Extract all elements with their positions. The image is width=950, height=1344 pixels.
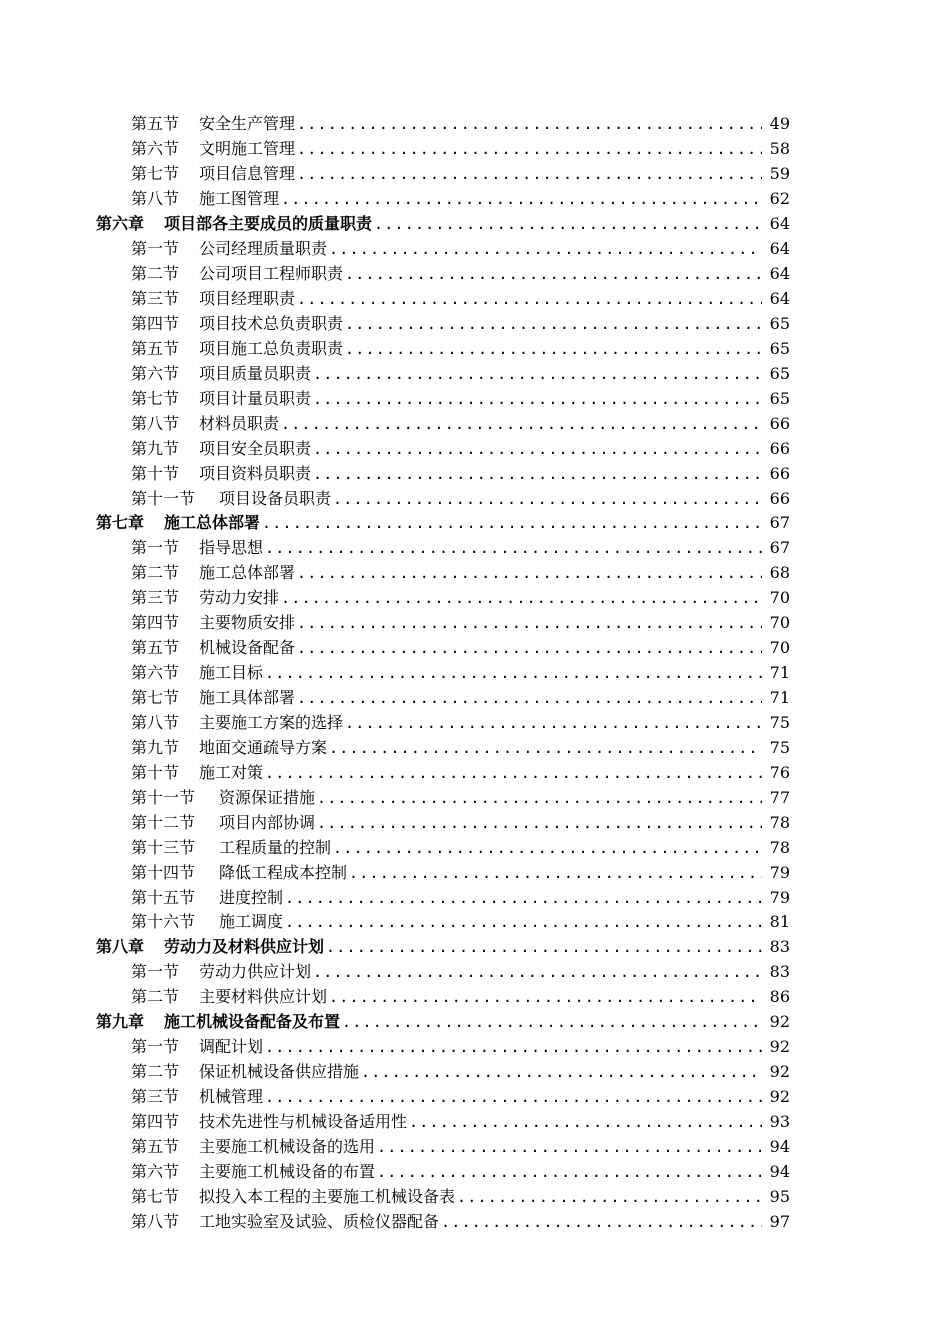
toc-section-entry[interactable] (0, 711, 950, 736)
toc-section-entry[interactable] (0, 1085, 950, 1110)
toc-entry-title: 调配计划 (199, 1037, 264, 1057)
toc-entry-title: 主要施工方案的选择 (199, 712, 344, 732)
dot-leader (297, 689, 762, 707)
toc-entry-page-number: 78 (769, 812, 790, 832)
toc-section-entry[interactable] (0, 262, 950, 287)
dot-leader (265, 1038, 762, 1056)
dot-leader (297, 140, 762, 158)
toc-section-entry[interactable] (0, 436, 950, 461)
toc-entry-title: 项目信息管理 (199, 164, 296, 184)
dot-leader (329, 988, 762, 1006)
toc-entry-label: 第二节 (131, 1062, 180, 1082)
toc-entry-title: 资源保证措施 (219, 787, 316, 807)
toc-entry-page-number: 65 (769, 338, 790, 358)
dot-leader (281, 415, 762, 433)
dot-leader (377, 1138, 762, 1156)
toc-entry-title: 项目设备员职责 (219, 488, 332, 508)
toc-entry-label: 第一节 (131, 239, 180, 259)
dot-leader (317, 789, 762, 807)
dot-leader (441, 1213, 762, 1231)
toc-entry-title: 项目内部协调 (219, 812, 316, 832)
toc-chapter-entry[interactable] (0, 935, 950, 960)
dot-leader (297, 115, 762, 133)
toc-entry-label: 第十三节 (131, 837, 196, 857)
toc-entry-label: 第八章 (96, 937, 145, 957)
toc-section-entry[interactable] (0, 1184, 950, 1209)
toc-entry-title: 施工目标 (199, 663, 264, 683)
toc-entry-label: 第七节 (131, 164, 180, 184)
toc-entry-page-number: 71 (769, 663, 790, 683)
toc-section-entry[interactable] (0, 1159, 950, 1184)
toc-section-entry[interactable] (0, 611, 950, 636)
dot-leader (297, 165, 762, 183)
toc-entry-label: 第八节 (131, 413, 180, 433)
toc-entry-label: 第一节 (131, 962, 180, 982)
toc-section-entry[interactable] (0, 561, 950, 586)
toc-entry-title: 技术先进性与机械设备适用性 (199, 1111, 408, 1131)
toc-entry-title: 项目经理职责 (199, 289, 296, 309)
toc-entry-page-number: 65 (769, 388, 790, 408)
toc-entry-title: 项目质量员职责 (199, 363, 312, 383)
toc-section-entry[interactable] (0, 411, 950, 436)
toc-entry-label: 第十二节 (131, 812, 196, 832)
dot-leader (313, 365, 762, 383)
toc-entry-label: 第二节 (131, 264, 180, 284)
dot-leader (345, 315, 762, 333)
dot-leader (297, 614, 762, 632)
toc-entry-title: 地面交通疏导方案 (199, 737, 328, 757)
toc-entry-page-number: 94 (769, 1161, 790, 1181)
toc-entry-label: 第五节 (131, 638, 180, 658)
toc-entry-title: 主要施工机械设备的布置 (199, 1161, 376, 1181)
toc-entry-label: 第五节 (131, 338, 180, 358)
toc-entry-page-number: 83 (769, 962, 790, 982)
toc-entry-page-number: 92 (769, 1012, 790, 1032)
dot-leader (409, 1113, 762, 1131)
toc-entry-label: 第二节 (131, 987, 180, 1007)
toc-entry-title: 降低工程成本控制 (219, 862, 348, 882)
toc-section-entry[interactable] (0, 112, 950, 137)
dot-leader (333, 839, 762, 857)
toc-entry-page-number: 92 (769, 1087, 790, 1107)
toc-entry-title: 项目施工总负责职责 (199, 338, 344, 358)
toc-section-entry[interactable] (0, 361, 950, 386)
toc-entry-title: 机械管理 (199, 1087, 264, 1107)
toc-entry-page-number: 64 (769, 289, 790, 309)
toc-chapter-entry[interactable] (0, 511, 950, 536)
toc-entry-page-number: 79 (769, 862, 790, 882)
dot-leader (313, 390, 762, 408)
toc-section-entry[interactable] (0, 586, 950, 611)
dot-leader (265, 539, 762, 557)
toc-entry-label: 第七节 (131, 388, 180, 408)
toc-entry-page-number: 79 (769, 887, 790, 907)
dot-leader (457, 1188, 762, 1206)
toc-entry-page-number: 75 (769, 712, 790, 732)
toc-entry-label: 第六节 (131, 363, 180, 383)
toc-entry-page-number: 95 (769, 1186, 790, 1206)
toc-entry-title: 拟投入本工程的主要施工机械设备表 (199, 1186, 456, 1206)
toc-entry-title: 工地实验室及试验、质检仪器配备 (199, 1211, 440, 1231)
toc-entry-page-number: 76 (769, 762, 790, 782)
toc-section-entry[interactable] (0, 287, 950, 312)
dot-leader (345, 265, 762, 283)
toc-entry-page-number: 92 (769, 1062, 790, 1082)
toc-section-entry[interactable] (0, 312, 950, 337)
dot-leader (313, 440, 762, 458)
toc-entry-title: 主要材料供应计划 (199, 987, 328, 1007)
toc-entry-title: 机械设备配备 (199, 638, 296, 658)
dot-leader (361, 1063, 762, 1081)
toc-section-entry[interactable] (0, 1209, 950, 1234)
toc-entry-page-number: 70 (769, 588, 790, 608)
dot-leader (265, 664, 762, 682)
toc-entry-title: 施工总体部署 (164, 513, 261, 533)
toc-entry-title: 劳动力安排 (199, 588, 280, 608)
toc-entry-page-number: 75 (769, 737, 790, 757)
toc-entry-label: 第三节 (131, 289, 180, 309)
dot-leader (262, 514, 762, 532)
toc-entry-title: 材料员职责 (199, 413, 280, 433)
toc-section-entry[interactable] (0, 910, 950, 935)
toc-chapter-entry[interactable] (0, 1010, 950, 1035)
toc-entry-page-number: 77 (769, 787, 790, 807)
dot-leader (345, 340, 762, 358)
toc-section-entry[interactable] (0, 960, 950, 985)
toc-section-entry[interactable] (0, 636, 950, 661)
toc-entry-title: 文明施工管理 (199, 139, 296, 159)
toc-entry-title: 施工具体部署 (199, 688, 296, 708)
toc-entry-title: 主要施工机械设备的选用 (199, 1136, 376, 1156)
toc-section-entry[interactable] (0, 336, 950, 361)
toc-section-entry[interactable] (0, 860, 950, 885)
toc-entry-title: 保证机械设备供应措施 (199, 1062, 360, 1082)
toc-chapter-entry[interactable] (0, 212, 950, 237)
toc-entry-label: 第九节 (131, 438, 180, 458)
dot-leader (349, 864, 762, 882)
toc-entry-page-number: 92 (769, 1037, 790, 1057)
table-of-contents (0, 112, 950, 1234)
toc-entry-page-number: 65 (769, 313, 790, 333)
toc-entry-label: 第六章 (96, 214, 145, 234)
toc-section-entry[interactable] (0, 536, 950, 561)
toc-entry-page-number: 66 (769, 488, 790, 508)
toc-entry-label: 第三节 (131, 588, 180, 608)
toc-entry-title: 施工调度 (219, 912, 284, 932)
toc-entry-title: 公司经理质量职责 (199, 239, 328, 259)
toc-entry-label: 第七章 (96, 513, 145, 533)
toc-entry-page-number: 66 (769, 463, 790, 483)
toc-entry-page-number: 64 (769, 264, 790, 284)
toc-entry-title: 项目计量员职责 (199, 388, 312, 408)
toc-entry-title: 进度控制 (219, 887, 284, 907)
toc-entry-title: 施工对策 (199, 762, 264, 782)
toc-entry-label: 第十五节 (131, 887, 196, 907)
toc-section-entry[interactable] (0, 835, 950, 860)
toc-section-entry[interactable] (0, 985, 950, 1010)
toc-entry-page-number: 67 (769, 538, 790, 558)
dot-leader (342, 1013, 762, 1031)
dot-leader (329, 240, 762, 258)
toc-entry-label: 第八节 (131, 1211, 180, 1231)
toc-entry-label: 第八节 (131, 712, 180, 732)
toc-section-entry[interactable] (0, 162, 950, 187)
toc-entry-label: 第一节 (131, 1037, 180, 1057)
toc-entry-page-number: 64 (769, 214, 790, 234)
toc-section-entry[interactable] (0, 760, 950, 785)
toc-entry-title: 项目技术总负责职责 (199, 313, 344, 333)
toc-entry-label: 第九节 (131, 737, 180, 757)
toc-entry-page-number: 67 (769, 513, 790, 533)
dot-leader (317, 814, 762, 832)
toc-entry-label: 第八节 (131, 189, 180, 209)
toc-entry-page-number: 68 (769, 563, 790, 583)
toc-entry-title: 项目资料员职责 (199, 463, 312, 483)
toc-entry-page-number: 65 (769, 363, 790, 383)
dot-leader (285, 889, 762, 907)
dot-leader (377, 1163, 762, 1181)
toc-entry-page-number: 86 (769, 987, 790, 1007)
toc-entry-page-number: 66 (769, 438, 790, 458)
toc-entry-title: 公司项目工程师职责 (199, 264, 344, 284)
toc-section-entry[interactable] (0, 1035, 950, 1060)
dot-leader (297, 290, 762, 308)
toc-entry-label: 第五节 (131, 114, 180, 134)
toc-section-entry[interactable] (0, 1110, 950, 1135)
toc-entry-page-number: 64 (769, 239, 790, 259)
dot-leader (329, 739, 762, 757)
toc-entry-title: 安全生产管理 (199, 114, 296, 134)
toc-section-entry[interactable] (0, 486, 950, 511)
toc-entry-label: 第七节 (131, 1186, 180, 1206)
toc-entry-title: 指导思想 (199, 538, 264, 558)
dot-leader (326, 938, 762, 956)
toc-section-entry[interactable] (0, 785, 950, 810)
toc-entry-label: 第十六节 (131, 912, 196, 932)
toc-section-entry[interactable] (0, 1134, 950, 1159)
toc-entry-title: 劳动力供应计划 (199, 962, 312, 982)
dot-leader (285, 913, 762, 931)
toc-entry-page-number: 71 (769, 688, 790, 708)
toc-entry-page-number: 78 (769, 837, 790, 857)
toc-entry-title: 施工总体部署 (199, 563, 296, 583)
dot-leader (265, 764, 762, 782)
toc-entry-label: 第十四节 (131, 862, 196, 882)
toc-entry-page-number: 49 (769, 114, 790, 134)
toc-entry-page-number: 83 (769, 937, 790, 957)
dot-leader (374, 215, 762, 233)
dot-leader (345, 714, 762, 732)
toc-entry-page-number: 97 (769, 1211, 790, 1231)
toc-entry-page-number: 62 (769, 189, 790, 209)
toc-entry-page-number: 59 (769, 164, 790, 184)
toc-entry-page-number: 66 (769, 413, 790, 433)
toc-entry-label: 第十节 (131, 762, 180, 782)
toc-entry-label: 第六节 (131, 139, 180, 159)
dot-leader (281, 190, 762, 208)
toc-entry-page-number: 94 (769, 1136, 790, 1156)
toc-entry-page-number: 81 (769, 912, 790, 932)
toc-entry-label: 第十一节 (131, 787, 196, 807)
toc-section-entry[interactable] (0, 187, 950, 212)
toc-entry-title: 工程质量的控制 (219, 837, 332, 857)
dot-leader (297, 639, 762, 657)
toc-section-entry[interactable] (0, 810, 950, 835)
toc-entry-page-number: 93 (769, 1111, 790, 1131)
toc-entry-label: 第十节 (131, 463, 180, 483)
toc-entry-label: 第十一节 (131, 488, 196, 508)
toc-section-entry[interactable] (0, 1060, 950, 1085)
dot-leader (333, 490, 762, 508)
toc-section-entry[interactable] (0, 137, 950, 162)
toc-entry-label: 第四节 (131, 613, 180, 633)
toc-entry-label: 第四节 (131, 313, 180, 333)
toc-section-entry[interactable] (0, 661, 950, 686)
toc-section-entry[interactable] (0, 735, 950, 760)
toc-entry-label: 第五节 (131, 1136, 180, 1156)
dot-leader (313, 963, 762, 981)
toc-entry-label: 第六节 (131, 663, 180, 683)
toc-entry-label: 第四节 (131, 1111, 180, 1131)
dot-leader (265, 1088, 762, 1106)
toc-entry-label: 第六节 (131, 1161, 180, 1181)
toc-section-entry[interactable] (0, 686, 950, 711)
toc-section-entry[interactable] (0, 461, 950, 486)
toc-entry-page-number: 58 (769, 139, 790, 159)
toc-entry-title: 项目安全员职责 (199, 438, 312, 458)
toc-entry-page-number: 70 (769, 638, 790, 658)
toc-entry-title: 主要物质安排 (199, 613, 296, 633)
dot-leader (281, 589, 762, 607)
dot-leader (313, 465, 762, 483)
toc-entry-title: 项目部各主要成员的质量职责 (164, 214, 373, 234)
toc-entry-label: 第九章 (96, 1012, 145, 1032)
toc-entry-title: 施工图管理 (199, 189, 280, 209)
toc-entry-label: 第二节 (131, 563, 180, 583)
toc-entry-page-number: 70 (769, 613, 790, 633)
toc-entry-title: 施工机械设备配备及布置 (164, 1012, 341, 1032)
toc-entry-label: 第七节 (131, 688, 180, 708)
toc-entry-label: 第三节 (131, 1087, 180, 1107)
toc-section-entry[interactable] (0, 237, 950, 262)
dot-leader (297, 564, 762, 582)
toc-section-entry[interactable] (0, 885, 950, 910)
toc-section-entry[interactable] (0, 386, 950, 411)
toc-entry-label: 第一节 (131, 538, 180, 558)
toc-entry-title: 劳动力及材料供应计划 (164, 937, 325, 957)
